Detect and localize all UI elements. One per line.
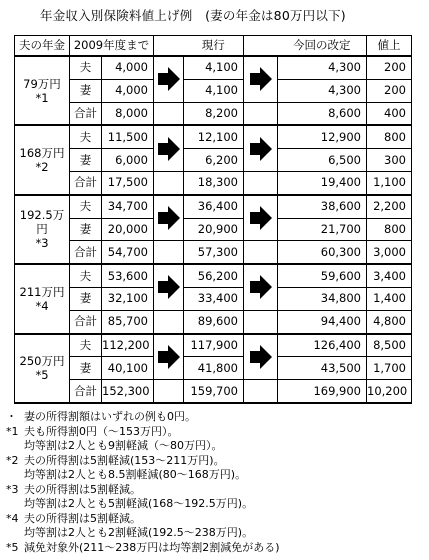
- value-2009: 112,200: [102, 334, 154, 357]
- row-type: 夫: [70, 264, 102, 287]
- value-current: 57,300: [184, 241, 244, 264]
- value-revised: 59,600: [278, 264, 367, 287]
- table-row: [15, 125, 412, 148]
- table-row: [15, 264, 412, 287]
- table-row: [15, 56, 412, 79]
- group-label-line: *1: [35, 90, 49, 105]
- value-revised: 4,300: [278, 79, 367, 102]
- arrow-right-icon: [244, 264, 278, 310]
- arrow-right-icon: [154, 334, 184, 380]
- value-2009: 40,100: [102, 357, 154, 380]
- value-increase: 1,700: [367, 357, 412, 380]
- table-row: [15, 287, 412, 310]
- value-current: 18,300: [184, 171, 244, 194]
- table-row: [15, 102, 412, 125]
- arrow-right-icon: [244, 56, 278, 102]
- row-type: 合計: [70, 380, 102, 403]
- value-revised: 38,600: [278, 195, 367, 218]
- value-revised: 4,300: [278, 56, 367, 79]
- value-2009: 6,000: [102, 149, 154, 172]
- footnote-text: 夫の所得割は5割軽減。: [24, 482, 141, 496]
- footnote-line: [6, 541, 426, 556]
- value-increase: 200: [367, 79, 412, 102]
- footnote-text: 均等割は2人とも9割軽減（～80万円）。: [24, 439, 223, 452]
- group-label: [15, 56, 70, 125]
- value-revised: 94,400: [278, 310, 367, 333]
- empty-cell: [154, 310, 184, 333]
- footnote-line: [6, 512, 426, 527]
- empty-cell: [154, 380, 184, 403]
- footnote-line: [6, 468, 426, 483]
- arrow-right-icon: [154, 264, 184, 310]
- value-current: 8,200: [184, 102, 244, 125]
- value-current: 159,700: [184, 380, 244, 403]
- value-increase: 3,400: [367, 264, 412, 287]
- value-current: 89,600: [184, 310, 244, 333]
- value-increase: 800: [367, 125, 412, 148]
- footnote-text: 妻の所得割額はいずれの例も0円。: [24, 410, 196, 423]
- value-current: 117,900: [184, 334, 244, 357]
- arrow-right-icon: [244, 125, 278, 171]
- row-type: 夫: [70, 195, 102, 218]
- arrow-right-icon: [244, 195, 278, 241]
- footnote-text: 夫の所得割は5割軽減(153～211万円)。: [24, 453, 225, 467]
- empty-cell: [244, 380, 278, 403]
- footnote-text: 均等割は2人とも5割軽減(168～192.5万円)。: [24, 497, 254, 510]
- footnote-text: 夫も所得割0円（～153万円）。: [24, 424, 179, 438]
- footnote-line: [6, 439, 426, 454]
- value-increase: 8,500: [367, 334, 412, 357]
- row-type: 妻: [70, 287, 102, 310]
- header-husband-pension: 夫の年金: [15, 36, 70, 57]
- value-increase: 1,100: [367, 171, 412, 194]
- header-increase: 値上: [367, 36, 412, 57]
- header-revised: 今回の改定: [278, 36, 367, 57]
- header-current: 現行: [184, 36, 244, 57]
- value-2009: 34,700: [102, 195, 154, 218]
- value-revised: 6,500: [278, 149, 367, 172]
- footnote-mark: *5: [6, 540, 19, 554]
- value-revised: 19,400: [278, 171, 367, 194]
- table-row: [15, 79, 412, 102]
- value-current: 6,200: [184, 149, 244, 172]
- value-current: 36,400: [184, 195, 244, 218]
- value-2009: 32,100: [102, 287, 154, 310]
- empty-cell: [244, 171, 278, 194]
- empty-cell: [154, 171, 184, 194]
- value-current: 4,100: [184, 79, 244, 102]
- row-type: 合計: [70, 171, 102, 194]
- table-row: [15, 310, 412, 333]
- value-2009: 8,000: [102, 102, 154, 125]
- footnote-line: [6, 410, 426, 425]
- value-revised: 8,600: [278, 102, 367, 125]
- footnote-mark: *1: [6, 424, 19, 438]
- group-label-line: 168万円: [19, 146, 65, 161]
- row-type: 妻: [70, 218, 102, 241]
- table-body: [15, 56, 412, 403]
- value-2009: 152,300: [102, 380, 154, 403]
- value-2009: 4,000: [102, 56, 154, 79]
- table-row: [15, 241, 412, 264]
- value-revised: 126,400: [278, 334, 367, 357]
- value-current: 56,200: [184, 264, 244, 287]
- arrow-right-icon: [154, 125, 184, 171]
- group-label-line: *2: [35, 160, 49, 175]
- value-revised: 43,500: [278, 357, 367, 380]
- value-increase: 800: [367, 218, 412, 241]
- empty-cell: [244, 310, 278, 333]
- group-label-line: *3: [35, 236, 49, 251]
- value-revised: 34,800: [278, 287, 367, 310]
- value-revised: 12,900: [278, 125, 367, 148]
- row-type: 夫: [70, 125, 102, 148]
- row-type: 合計: [70, 241, 102, 264]
- table-row: [15, 380, 412, 403]
- value-2009: 53,600: [102, 264, 154, 287]
- group-label-line: *5: [35, 368, 49, 383]
- footnote-line: [6, 483, 426, 498]
- group-label-line: 192.5万: [19, 208, 65, 223]
- arrow-right-icon: [154, 195, 184, 241]
- row-type: 合計: [70, 310, 102, 333]
- footnote-mark: *2: [6, 453, 19, 467]
- empty-cell: [244, 241, 278, 264]
- value-increase: 300: [367, 149, 412, 172]
- value-increase: 4,800: [367, 310, 412, 333]
- table-row: [15, 357, 412, 380]
- group-label-line: 250万円: [19, 354, 65, 369]
- empty-cell: [154, 102, 184, 125]
- footnote-line: [6, 497, 426, 512]
- value-revised: 60,300: [278, 241, 367, 264]
- footnote-text: 減免対象外(211～238万円は均等割2割減免がある): [24, 540, 280, 554]
- footnote-text: 夫の所得割は5割軽減。: [24, 511, 141, 525]
- value-current: 4,100: [184, 56, 244, 79]
- group-label: [15, 195, 70, 264]
- value-increase: 400: [367, 102, 412, 125]
- group-label-line: 211万円: [19, 284, 65, 299]
- row-type: 夫: [70, 334, 102, 357]
- table-row: [15, 171, 412, 194]
- value-2009: 11,500: [102, 125, 154, 148]
- footnotes: [6, 410, 426, 555]
- row-type: 夫: [70, 56, 102, 79]
- footnote-text: 均等割は2人とも8.5割軽減(80～168万円)。: [24, 468, 247, 481]
- group-label: [15, 125, 70, 194]
- row-type: 妻: [70, 79, 102, 102]
- footnote-line: [6, 526, 426, 541]
- value-current: 20,900: [184, 218, 244, 241]
- row-type: 合計: [70, 102, 102, 125]
- table-row: [15, 195, 412, 218]
- table-row: [15, 149, 412, 172]
- row-type: 妻: [70, 149, 102, 172]
- group-label: [15, 264, 70, 333]
- empty-cell: [244, 102, 278, 125]
- footnote-mark: *4: [6, 511, 19, 525]
- value-2009: 20,000: [102, 218, 154, 241]
- footnote-mark: *3: [6, 482, 19, 496]
- empty-cell: [154, 241, 184, 264]
- value-2009: 54,700: [102, 241, 154, 264]
- value-revised: 169,900: [278, 380, 367, 403]
- value-2009: 17,500: [102, 171, 154, 194]
- value-increase: 200: [367, 56, 412, 79]
- value-increase: 2,200: [367, 195, 412, 218]
- group-label-line: 円: [36, 222, 48, 237]
- value-increase: 10,200: [367, 380, 412, 403]
- group-label-line: 79万円: [23, 76, 61, 91]
- value-2009: 85,700: [102, 310, 154, 333]
- value-current: 41,800: [184, 357, 244, 380]
- footnote-line: [6, 454, 426, 469]
- header-until-2009: 2009年度まで: [70, 36, 154, 57]
- page-title: 年金収入別保険料値上げ例 (妻の年金は80万円以下): [40, 8, 346, 23]
- table-row: [15, 218, 412, 241]
- header-row: [15, 36, 412, 57]
- footnote-line: [6, 425, 426, 440]
- arrow-right-icon: [244, 334, 278, 380]
- group-label-line: *4: [35, 298, 49, 313]
- premium-table: [14, 35, 412, 404]
- value-current: 12,100: [184, 125, 244, 148]
- arrow-right-icon: [154, 56, 184, 102]
- value-2009: 4,000: [102, 79, 154, 102]
- value-revised: 21,700: [278, 218, 367, 241]
- footnote-text: 均等割は2人とも2割軽減(192.5～238万円)。: [24, 526, 254, 539]
- row-type: 妻: [70, 357, 102, 380]
- value-increase: 3,000: [367, 241, 412, 264]
- table-row: [15, 334, 412, 357]
- value-current: 33,400: [184, 287, 244, 310]
- footnote-mark: ・: [6, 410, 17, 423]
- value-increase: 1,400: [367, 287, 412, 310]
- group-label: [15, 334, 70, 404]
